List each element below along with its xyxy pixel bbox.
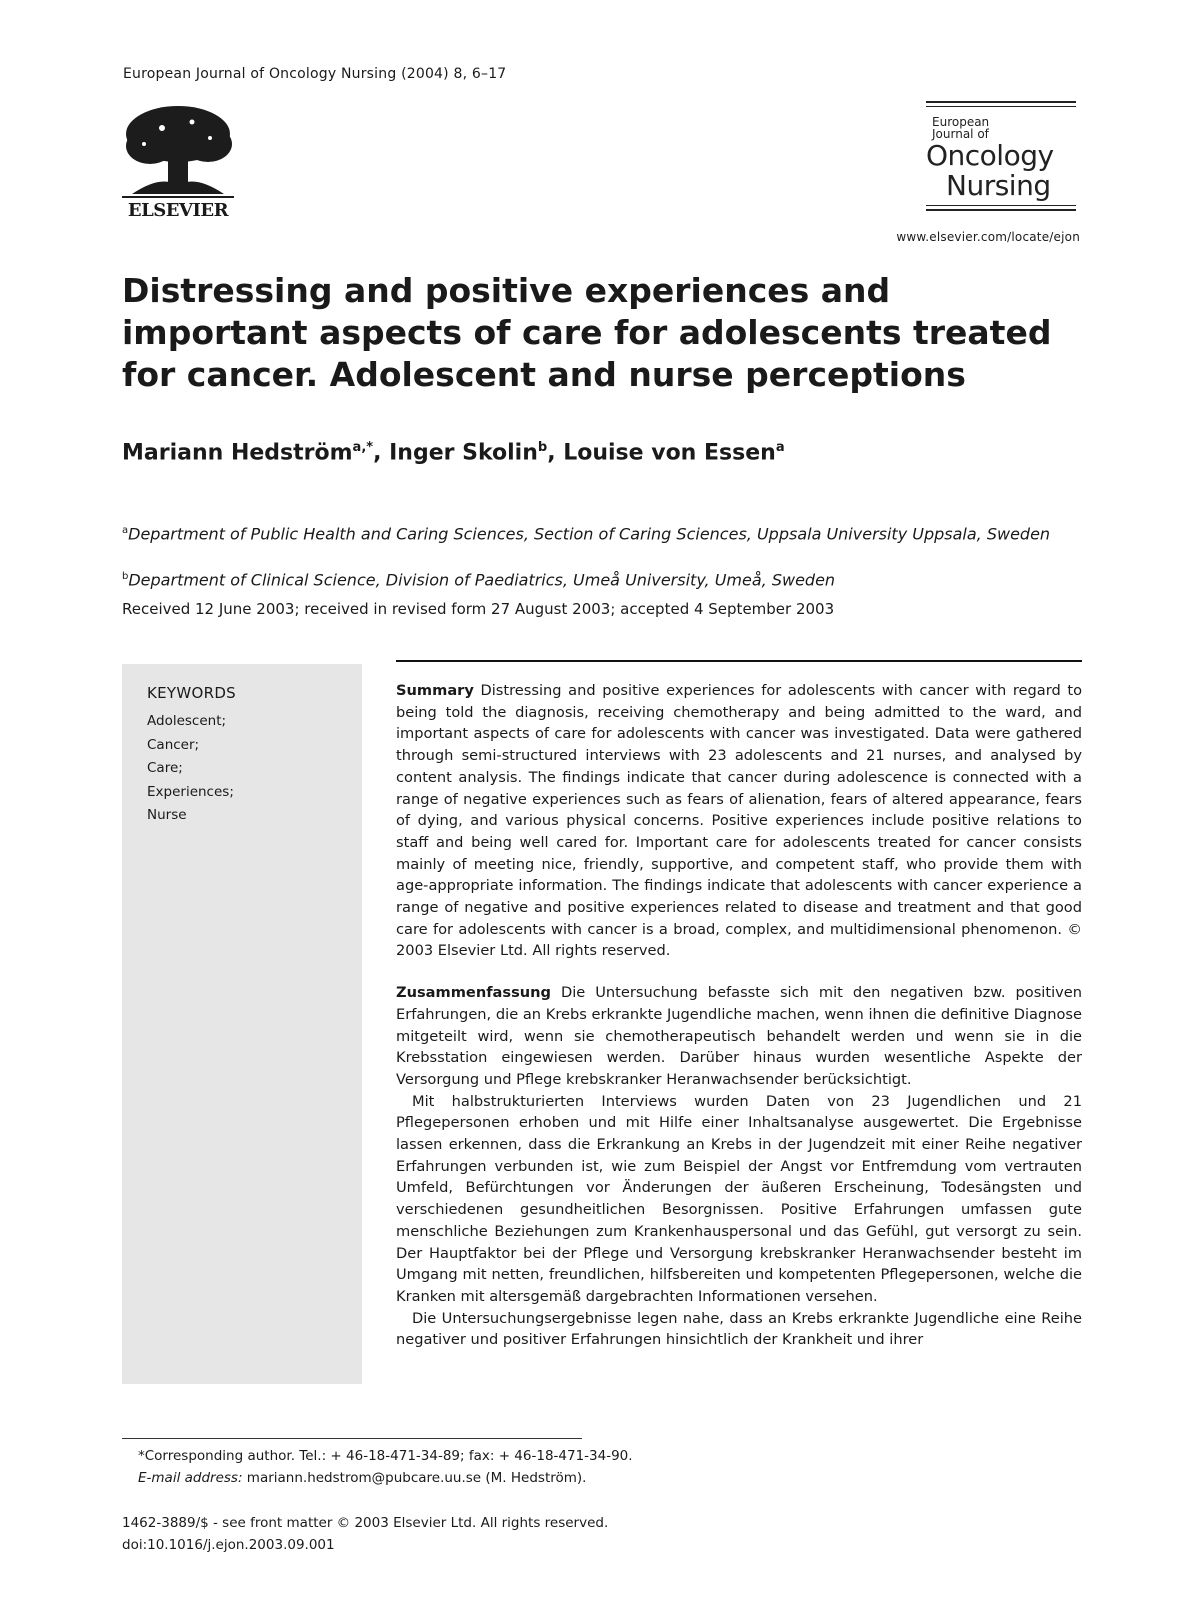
email-label: E-mail address: [138, 1470, 243, 1486]
journal-logo-line: Nursing [946, 169, 1051, 202]
zusammenfassung-paragraph: Mit halbstrukturierten Interviews wurden Daten von 23 Jugendlichen und 21 Pflegepersonen erhoben und mit Hilfe einer Inhaltsanalyse ausgewertet. Die Ergebnisse lassen erkennen, dass die Erkrankung an Krebs in der Jugendzeit mit einer Reihe negativer Erfahrungen verbunden ist, wie zum Beispiel der Angst vor Entfremdung vom vertrauten Umfeld, Befürchtungen vor Änderungen der äußeren Erscheinung, Todesängsten und verschiedenen gesundheitlichen Besorgnissen. Positive Erfahrungen umfassen gute menschliche Beziehungen zum Krankenhauspersonal und das Gefühl, gut versorgt zu sein. Der Hauptfaktor bei der Pflege und Versorgung krebskranker Heranwachsender besteht im Umgang mit netten, freundlichen, hilfsbereiten und kompetenten Pflegepersonen, welche die Kranken mit altersgemäß dargebrachten Informationen versehen. [396, 1092, 1082, 1305]
publisher-name: ELSEVIER [127, 200, 229, 221]
journal-url[interactable]: www.elsevier.com/locate/ejon [896, 230, 1080, 244]
keyword-item: Cancer; [147, 736, 200, 753]
keyword-item: Adolescent; [147, 713, 227, 729]
summary-paragraph [396, 680, 1082, 962]
affiliation-text: Department of Public Health and Caring Sciences, Section of Caring Sciences, Uppsala University Uppsala, Sweden [128, 524, 1051, 544]
footnote-rule [122, 1438, 582, 1439]
summary-text: Distressing and positive experiences for adolescents with cancer with regard to being told the diagnosis, receiving chemotherapy and being admitted to the ward, and important aspects of care for adolescents with cancer was investigated. Data were gathered through semi-structured interviews with 23 adolescents and 21 nurses, and analysed by content analysis. The findings indicate that cancer during adolescence is connected with a range of negative experiences such as fears of alienation, fears of altered appearance, fears of dying, and various physical concerns. Positive experiences include positive relations to staff and being well cared for. Important care for adolescents treated for cancer consists mainly of meeting nice, friendly, supportive, and competent staff, who provide them with age-appropriate information. The findings indicate that adolescents with cancer experience a range of negative and positive experiences related to disease and treatment and that good care for adolescents with cancer is a broad, complex, and multidimensional phenomenon. [396, 682, 1082, 938]
zusammenfassung-paragraph [396, 982, 1082, 1091]
summary-label: Summary [396, 682, 474, 699]
abstract-rule [396, 660, 1082, 662]
keyword-item: Nurse [147, 807, 187, 823]
email-address[interactable]: mariann.hedstrom@pubcare.uu.se (M. Hedström). [246, 1470, 587, 1486]
journal-citation: European Journal of Oncology Nursing (2004) 8, 6–17 [123, 66, 507, 82]
keyword-item: Experiences; [147, 783, 234, 800]
received-dates: Received 12 June 2003; received in revised form 27 August 2003; accepted 4 September 2003 [122, 600, 835, 618]
journal-logo-line: Journal of [932, 127, 989, 141]
affiliation-sup: a [122, 525, 129, 536]
keywords-list [147, 710, 234, 828]
affiliation [122, 566, 1082, 591]
doi-line[interactable]: doi:10.1016/j.ejon.2003.09.001 [122, 1537, 335, 1553]
journal-logo-line: European [932, 115, 990, 129]
zusammenfassung-text: Die Untersuchung befasste sich mit den negativen bzw. positiven Erfahrungen, die an Krebs erkrankte Jugendliche machen, wenn ihnen die definitive Diagnose mitgeteilt wird, wenn sie chemotherapeutisch behandelt werden und wenn sie in die Krebsstation eingewiesen werden. Darüber hinaus wurden wesentliche Aspekte der Versorgung und Pflege krebskranker Heranwachsender berücksichtigt. [396, 984, 1082, 1088]
issn-line: 1462-3889/$ - see front matter © 2003 Elsevier Ltd. All rights reserved. [122, 1515, 609, 1531]
affiliation [122, 520, 1082, 545]
author-name: Mariann Hedström [122, 440, 353, 466]
keywords-box [122, 664, 362, 1384]
journal-logo-line: Oncology [926, 139, 1054, 172]
author-list: Mariann Hedström$^{a,*}$, Inger Skolin$^b$, Louise von Essen$^a$ [122, 440, 785, 466]
article-title: Distressing and positive experiences and important aspects of care for adolescents treated for cancer. Adolescent and nurse perceptions [122, 271, 1052, 394]
abstract [396, 680, 1082, 1351]
author-name: Louise von Essen [563, 440, 776, 466]
author-sup: b [537, 440, 548, 455]
keyword-item: Care; [147, 760, 183, 776]
zusammenfassung-paragraph: Die Untersuchungsergebnisse legen nahe, dass an Krebs erkrankte Jugendliche eine Reihe negativer und positiver Erfahrungen hinsichtlich der Krankheit und ihrer [396, 1309, 1082, 1349]
keywords-title: KEYWORDS [147, 684, 237, 702]
author-sup: a,* [352, 440, 374, 455]
author-sup: a [775, 440, 785, 455]
copyright-text: © 2003 Elsevier Ltd. All rights reserved. [396, 920, 1082, 960]
corresponding-author-note: *Corresponding author. Tel.: + 46-18-471-34-89; fax: + 46-18-471-34-90. [138, 1448, 633, 1464]
author-name: Inger Skolin [389, 440, 538, 466]
elsevier-logo [122, 104, 234, 224]
zusammenfassung-label: Zusammenfassung [396, 984, 552, 1002]
email-note [138, 1470, 586, 1486]
elsevier-tree-icon [122, 104, 234, 200]
affiliation-sup: b [122, 571, 129, 582]
journal-logo [926, 101, 1076, 211]
affiliation-text: Department of Clinical Science, Division of Paediatrics, Umeå University, Umeå, Sweden [128, 570, 836, 590]
